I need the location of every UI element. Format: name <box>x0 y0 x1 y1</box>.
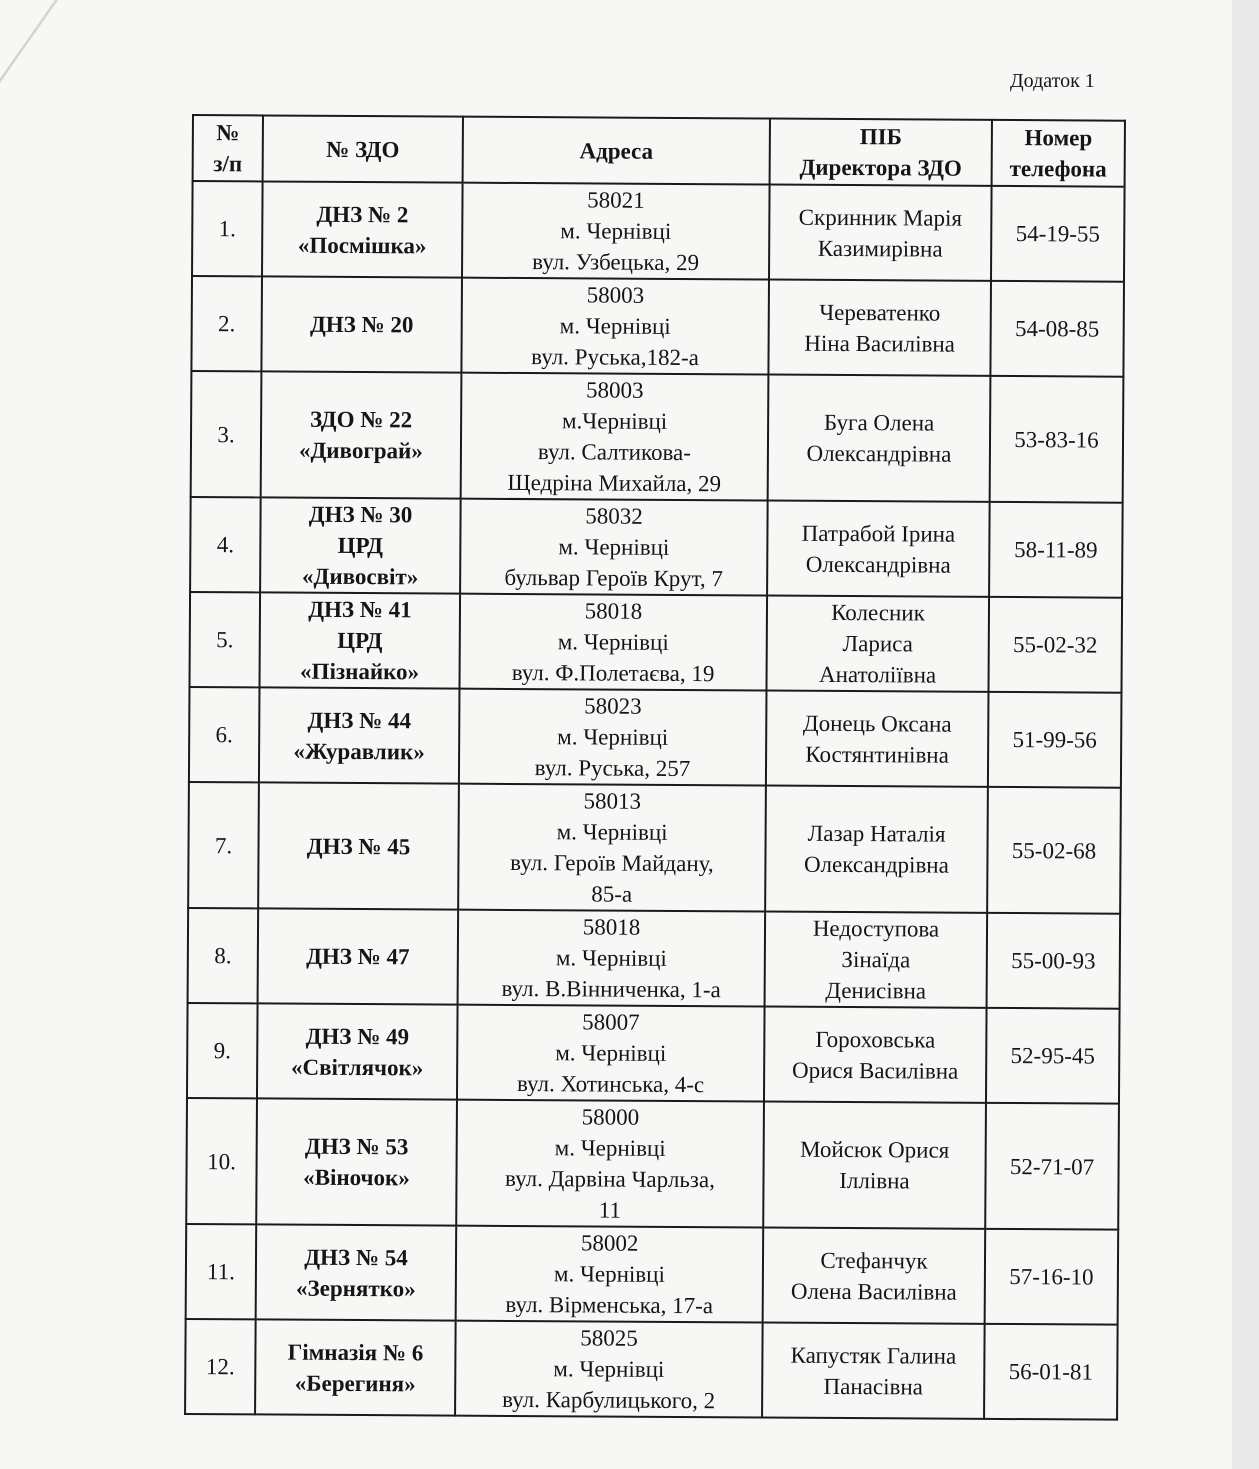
zdo-name: ДНЗ № 45 <box>258 782 459 909</box>
director-cell: Мойсюк Орися Іллівна <box>763 1102 986 1229</box>
table-row <box>188 782 1121 914</box>
address-cell: 58018 м. Чернівці вул. В.Вінниченка, 1-а <box>458 910 766 1007</box>
address-cell: 58018 м. Чернівці вул. Ф.Полетаєва, 19 <box>459 594 767 691</box>
row-number: 11. <box>186 1224 257 1319</box>
zdo-name: ДНЗ № 44 «Журавлик» <box>259 687 460 783</box>
paper-crease <box>0 0 138 110</box>
row-number: 5. <box>189 592 260 687</box>
address-cell: 58032 м. Чернівці бульвар Героїв Крут, 7 <box>460 499 768 596</box>
table-row <box>187 1003 1120 1104</box>
director-cell: Череватенко Ніна Василівна <box>768 280 991 376</box>
phone-cell: 54-19-55 <box>991 186 1125 282</box>
table-row <box>188 908 1121 1009</box>
row-number: 2. <box>191 276 262 371</box>
header-num: № з/п <box>193 115 263 181</box>
zdo-name: ДНЗ № 2 «Посмішка» <box>262 181 463 277</box>
director-cell: Стефанчук Олена Василівна <box>763 1228 986 1324</box>
row-number: 12. <box>185 1319 256 1414</box>
phone-cell: 57-16-10 <box>985 1229 1119 1325</box>
zdo-name: ДНЗ № 54 «Зернятко» <box>256 1224 457 1320</box>
phone-cell: 55-02-32 <box>988 597 1122 693</box>
director-cell: Донець Оксана Костянтинівна <box>766 691 989 787</box>
director-cell: Капустяк Галина Панасівна <box>762 1323 985 1419</box>
zdo-name: ЗДО № 22 «Дивограй» <box>261 371 462 498</box>
director-cell: Скринник Марія Казимирівна <box>769 185 992 281</box>
zdo-name: ДНЗ № 41 ЦРД «Пізнайко» <box>259 592 460 688</box>
table-row <box>189 687 1122 788</box>
table-row <box>185 1319 1118 1420</box>
row-number: 4. <box>190 497 261 592</box>
row-number: 3. <box>191 371 262 497</box>
table-row <box>186 1098 1119 1230</box>
director-cell: Буга Олена Олександрівна <box>768 375 991 502</box>
phone-cell: 52-71-07 <box>985 1103 1119 1230</box>
table-row <box>189 592 1122 693</box>
row-number: 7. <box>188 782 259 908</box>
address-cell: 58003 м.Чернівці вул. Салтикова- Щедріна Михайла, 29 <box>461 373 769 501</box>
address-cell: 58021 м. Чернівці вул. Узбецька, 29 <box>462 183 770 280</box>
row-number: 9. <box>187 1003 258 1098</box>
zdo-name: ДНЗ № 47 <box>258 908 459 1004</box>
table-row <box>192 181 1125 282</box>
table-row <box>190 497 1123 598</box>
address-cell: 58002 м. Чернівці вул. Вірменська, 17-а <box>456 1226 764 1323</box>
row-number: 10. <box>186 1098 257 1224</box>
address-cell: 58003 м. Чернівці вул. Руська,182-а <box>461 278 769 375</box>
header-director: ПІБ Директора ЗДО <box>770 119 992 186</box>
table-header-row <box>193 115 1125 187</box>
row-number: 6. <box>189 687 260 782</box>
address-cell: 58013 м. Чернівці вул. Героїв Майдану, 85-а <box>458 784 766 912</box>
address-cell: 58025 м. Чернівці вул. Карбулицького, 2 <box>455 1321 763 1418</box>
phone-cell: 55-00-93 <box>987 913 1121 1009</box>
address-cell: 58023 м. Чернівці вул. Руська, 257 <box>459 689 767 786</box>
director-cell: Недоступова Зінаїда Денисівна <box>765 912 988 1008</box>
row-number: 8. <box>188 908 259 1003</box>
table-row <box>186 1224 1119 1325</box>
phone-cell: 55-02-68 <box>987 787 1121 914</box>
phone-cell: 56-01-81 <box>984 1324 1118 1420</box>
annex-label: Додаток 1 <box>1010 70 1095 92</box>
zdo-name: ДНЗ № 53 «Віночок» <box>256 1098 457 1225</box>
director-cell: Лазар Наталія Олександрівна <box>765 786 988 913</box>
address-cell: 58007 м. Чернівці вул. Хотинська, 4-с <box>457 1005 765 1102</box>
header-zdo: № ЗДО <box>263 115 463 182</box>
phone-cell: 54-08-85 <box>990 281 1124 377</box>
table-row <box>191 276 1124 377</box>
director-cell: Гороховська Орися Василівна <box>764 1007 987 1103</box>
zdo-name: ДНЗ № 30 ЦРД «Дивосвіт» <box>260 497 461 593</box>
phone-cell: 58-11-89 <box>989 502 1123 598</box>
header-address: Адреса <box>463 117 770 185</box>
director-cell: Патрабой Ірина Олександрівна <box>767 501 990 597</box>
phone-cell: 51-99-56 <box>988 692 1122 788</box>
director-cell: Колесник Лариса Анатоліївна <box>766 596 989 692</box>
zdo-name: Гімназія № 6 «Берегиня» <box>255 1319 456 1415</box>
zdo-name: ДНЗ № 20 <box>261 276 462 372</box>
address-cell: 58000 м. Чернівці вул. Дарвіна Чарльза, 11 <box>456 1100 764 1228</box>
kindergarten-table <box>184 114 1126 1421</box>
zdo-name: ДНЗ № 49 «Світлячок» <box>257 1003 458 1099</box>
phone-cell: 52-95-45 <box>986 1008 1120 1104</box>
table-row <box>191 371 1124 503</box>
row-number: 1. <box>192 181 263 276</box>
header-phone: Номер телефона <box>992 120 1125 187</box>
phone-cell: 53-83-16 <box>990 376 1124 503</box>
